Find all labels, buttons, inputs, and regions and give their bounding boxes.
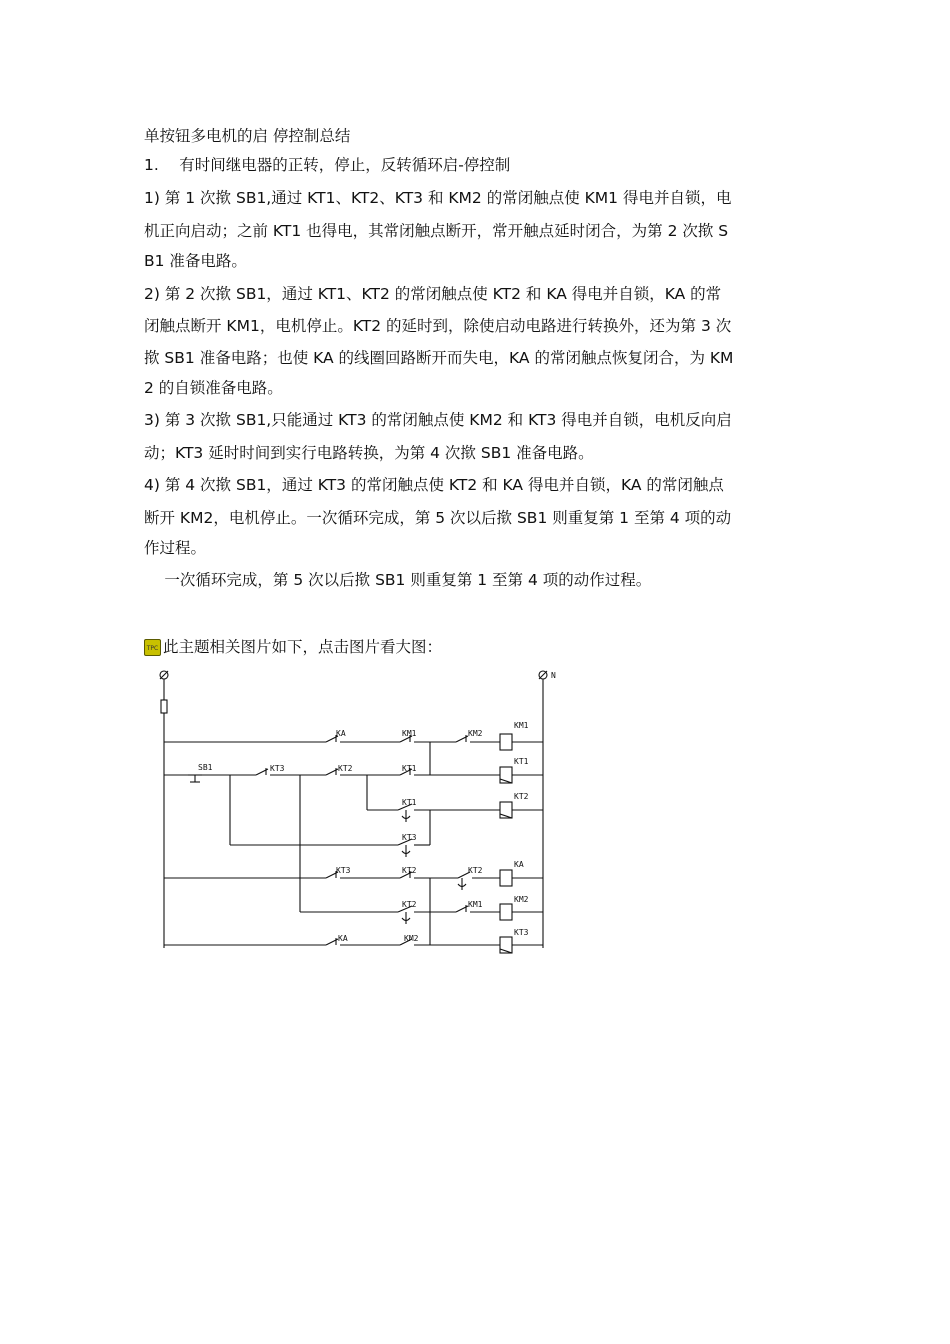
km2-no-label: KM2 bbox=[404, 934, 419, 943]
rung-km1 bbox=[164, 721, 543, 750]
paragraph-line: B1 准备电路。 bbox=[144, 252, 247, 270]
paragraph-line: 4) 第 4 次揿 SB1，通过 KT3 的常闭触点使 KT2 和 KA 得电并自锁，KA 的常闭触点 bbox=[144, 476, 724, 494]
image-caption bbox=[144, 636, 442, 658]
ka-nc-label: KA bbox=[338, 934, 348, 943]
kt3-nc-label: KT3 bbox=[336, 866, 351, 875]
kt2-coil-label: KT2 bbox=[514, 792, 529, 801]
rung-ka bbox=[164, 860, 543, 890]
image-caption-text: 此主题相关图片如下，点击图片看大图： bbox=[163, 638, 443, 656]
paragraph-line: 作过程。 bbox=[144, 539, 207, 557]
rung-kt1 bbox=[164, 757, 543, 783]
kt2-no-label: KT2 bbox=[402, 900, 417, 909]
kt3-coil-label: KT3 bbox=[514, 928, 529, 937]
kt2-contact-label: KT2 bbox=[338, 764, 353, 773]
km2-coil-label: KM2 bbox=[514, 895, 529, 904]
document-title: 单按钮多电机的启 停控制总结 bbox=[144, 127, 351, 145]
rung-km2 bbox=[300, 775, 543, 924]
kt3-timed-label: KT3 bbox=[402, 833, 417, 842]
paragraph-line: 3) 第 3 次揿 SB1,只能通过 KT3 的常闭触点使 KM2 和 KT3 得电并自锁，电机反向启 bbox=[144, 411, 732, 429]
paragraph-line: 断开 KM2，电机停止。一次循环完成，第 5 次以后揿 SB1 则重复第 1 至第 4 项的动 bbox=[144, 509, 732, 527]
left-terminal bbox=[160, 671, 168, 948]
kt1-coil-label: KT1 bbox=[514, 757, 529, 766]
circuit-diagram[interactable] bbox=[150, 660, 570, 960]
tpc-icon: TPC bbox=[144, 639, 161, 656]
paragraph-line: 闭触点断开 KM1，电机停止。KT2 的延时到，除使启动电路进行转换外，还为第 3 次 bbox=[144, 317, 732, 335]
km1-coil-label: KM1 bbox=[514, 721, 529, 730]
kt1-timed-label: KT1 bbox=[402, 798, 417, 807]
km1-contact-label: KM1 bbox=[402, 729, 417, 738]
paragraph-line: 1) 第 1 次揿 SB1,通过 KT1、KT2、KT3 和 KM2 的常闭触点使 KM1 得电并自锁，电 bbox=[144, 189, 732, 207]
km1-nc-label: KM1 bbox=[468, 900, 483, 909]
ka-coil-label: KA bbox=[514, 860, 524, 869]
paragraph-line: 机正向启动；之前 KT1 也得电，其常闭触点断开，常开触点延时闭合，为第 2 次揿 S bbox=[144, 222, 729, 240]
section-heading: 1. 有时间继电器的正转，停止，反转循环启-停控制 bbox=[144, 156, 511, 174]
sb1-label: SB1 bbox=[198, 763, 213, 772]
neutral-label: N bbox=[551, 671, 556, 680]
paragraph-line: 2) 第 2 次揿 SB1，通过 KT1、KT2 的常闭触点使 KT2 和 KA 得电并自锁，KA 的常 bbox=[144, 285, 722, 303]
kt2-nc-label: KT2 bbox=[402, 866, 417, 875]
rung-kt3 bbox=[164, 912, 543, 953]
kt3-contact-label: KT3 bbox=[270, 764, 285, 773]
paragraph-line: 动；KT3 延时时间到实行电路转换，为第 4 次揿 SB1 准备电路。 bbox=[144, 444, 594, 462]
paragraph-line: 揿 SB1 准备电路；也使 KA 的线圈回路断开而失电，KA 的常闭触点恢复闭合，为 KM bbox=[144, 349, 734, 367]
km2-contact-label: KM2 bbox=[468, 729, 483, 738]
paragraph-line: 2 的自锁准备电路。 bbox=[144, 379, 283, 397]
paragraph-line: 一次循环完成，第 5 次以后揿 SB1 则重复第 1 至第 4 项的动作过程。 bbox=[144, 571, 652, 589]
ka-contact-label: KA bbox=[336, 729, 346, 738]
rung-kt3-timed bbox=[230, 775, 430, 857]
kt2-timed-label: KT2 bbox=[468, 866, 483, 875]
kt1-contact-label: KT1 bbox=[402, 764, 417, 773]
rung-kt2 bbox=[367, 775, 543, 822]
